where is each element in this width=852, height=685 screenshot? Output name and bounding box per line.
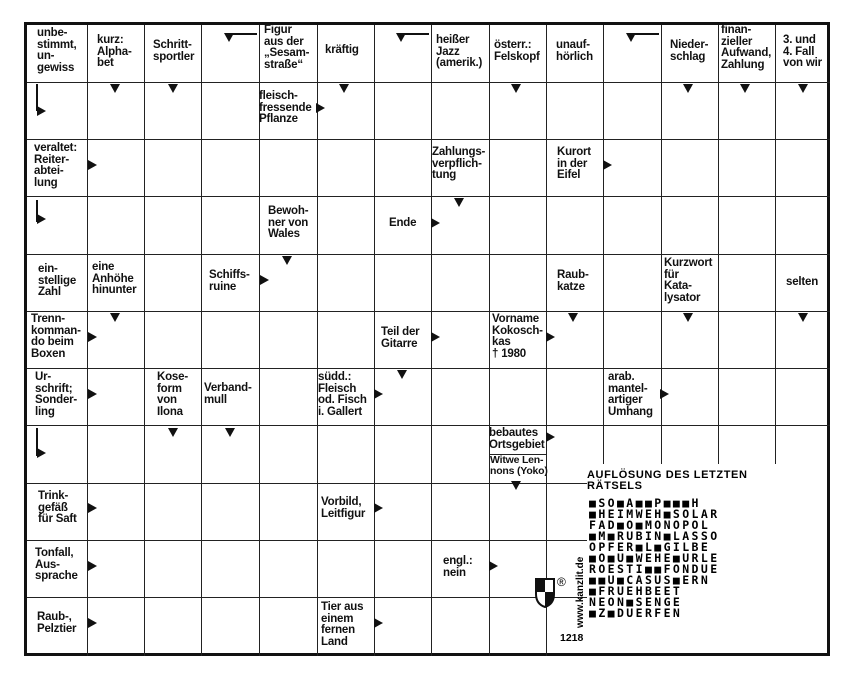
arrow-right-icon <box>374 618 383 628</box>
previous-solution-panel <box>587 464 801 629</box>
clue-cell: Zahlungs- verpflich- tung <box>432 146 486 181</box>
bent-arrow-icon <box>36 200 56 240</box>
solution-row: ■O■U■WEHE■URLE <box>589 551 720 565</box>
clue-cell: unbe- stimmt, un- gewiss <box>37 27 77 74</box>
grid-line <box>27 540 603 541</box>
solution-row: ■Z■DUERFEN <box>589 606 683 620</box>
publisher-logo-icon <box>535 578 555 608</box>
arrow-down-icon <box>683 313 693 322</box>
solution-row: ■SO■A■■P■■■H <box>589 496 701 510</box>
clue-cell: Tonfall, Aus- sprache <box>35 547 78 582</box>
clue-cell: kurz: Alpha- bet <box>97 34 132 69</box>
clue-cell: Kose- form von Ilona <box>157 371 188 418</box>
grid-line <box>775 25 776 465</box>
clue-cell: eine Anhöhe hinunter <box>92 261 137 296</box>
arrow-right-icon <box>431 218 440 228</box>
arrow-down-icon <box>454 198 464 207</box>
arrow-right-icon <box>88 503 97 513</box>
clue-cell: Bewoh- ner von Wales <box>268 205 309 240</box>
grid-line <box>27 82 830 83</box>
arrow-right-icon <box>88 160 97 170</box>
arrow-right-icon <box>316 103 325 113</box>
clue-cell: engl.: nein <box>443 555 473 579</box>
solution-row: ■M■RUBIN■LASSO <box>589 529 720 543</box>
grid-line <box>374 25 375 656</box>
arrow-right-icon <box>260 275 269 285</box>
bent-arrow-icon <box>224 33 260 53</box>
grid-line <box>27 196 830 197</box>
grid-line <box>201 25 202 656</box>
clue-cell: fleisch- fressende Pflanze <box>259 90 312 125</box>
clue-cell: Tier aus einem fernen Land <box>321 601 364 648</box>
arrow-down-icon <box>568 313 578 322</box>
arrow-right-icon <box>603 160 612 170</box>
arrow-down-icon <box>397 370 407 379</box>
grid-line <box>27 311 830 312</box>
arrow-down-icon <box>511 481 521 490</box>
clue-cell: selten <box>786 276 819 288</box>
bent-arrow-icon <box>396 33 432 53</box>
arrow-down-icon <box>225 428 235 437</box>
clue-cell: Ende <box>389 217 417 229</box>
clue-cell: Kurort in der Eifel <box>557 146 591 181</box>
clue-cell: arab. mantel- artiger Umhang <box>608 371 653 418</box>
arrow-right-icon <box>88 561 97 571</box>
solution-row: ■■U■CASUS■ERN <box>589 573 711 587</box>
arrow-right-icon <box>88 332 97 342</box>
arrow-down-icon <box>168 84 178 93</box>
grid-line <box>661 25 662 465</box>
arrow-down-icon <box>110 313 120 322</box>
clue-cell: südd.: Fleisch od. Fisch i. Gallert <box>318 371 367 418</box>
clue-cell: bebautes Ortsgebiet <box>489 427 545 451</box>
clue-cell: Raub-, Pelztier <box>37 611 77 635</box>
clue-cell: Trenn- komman- do beim Boxen <box>31 313 81 360</box>
arrow-down-icon <box>168 428 178 437</box>
bent-arrow-icon <box>626 33 662 53</box>
solution-row: NEON■SENGE <box>589 595 683 609</box>
clue-cell: unauf- hörlich <box>556 39 593 63</box>
arrow-right-icon <box>431 332 440 342</box>
grid-line <box>27 254 830 255</box>
clue-cell: kräftig <box>325 44 359 56</box>
solution-row: ROESTI■■FONDUE <box>589 562 720 576</box>
arrow-down-icon <box>740 84 750 93</box>
arrow-right-icon <box>374 389 383 399</box>
arrow-down-icon <box>798 313 808 322</box>
clue-cell: Schritt- sportler <box>153 39 195 63</box>
arrow-right-icon <box>489 561 498 571</box>
arrow-right-icon <box>660 389 669 399</box>
arrow-right-icon <box>88 618 97 628</box>
grid-line <box>27 139 830 140</box>
arrow-down-icon <box>683 84 693 93</box>
clue-cell: veraltet: Reiter- abtei- lung <box>34 142 77 189</box>
publisher-url: www.kanzlit.de <box>575 556 586 628</box>
clue-cell: ein- stellige Zahl <box>38 263 77 298</box>
arrow-right-icon <box>374 503 383 513</box>
bent-arrow-icon <box>36 428 56 468</box>
puzzle-number: 1218 <box>560 632 584 644</box>
clue-cell: Teil der Gitarre <box>381 326 420 350</box>
grid-line <box>27 425 830 426</box>
arrow-right-icon <box>88 389 97 399</box>
grid-line <box>718 25 719 465</box>
clue-cell: finan- zieller Aufwand, Zahlung <box>721 24 772 71</box>
clue-cell: heißer Jazz (amerik.) <box>436 34 483 69</box>
clue-cell: Schiffs- ruine <box>209 269 250 293</box>
arrow-down-icon <box>282 256 292 265</box>
clue-cell: Kurzwort für Kata- lysator <box>664 257 713 304</box>
grid-line <box>27 368 830 369</box>
grid-line <box>144 25 145 656</box>
grid-line <box>603 25 604 465</box>
clue-cell: Vorbild, Leitfigur <box>321 496 366 520</box>
clue-cell: Ur- schrift; Sonder- ling <box>35 371 78 418</box>
clue-cell: Verband- mull <box>204 382 252 406</box>
grid-line <box>317 25 318 656</box>
clue-cell: Figur aus der „Sesam- straße“ <box>264 24 310 71</box>
clue-cell: Nieder- schlag <box>670 39 709 63</box>
solution-title: AUFLÖSUNG DES LETZTEN RÄTSELS <box>587 469 748 492</box>
arrow-down-icon <box>798 84 808 93</box>
bent-arrow-icon <box>36 84 56 124</box>
clue-cell: Witwe Len- nons (Yoko) <box>490 454 548 477</box>
clue-cell: Vorname Kokosch- kas † 1980 <box>492 313 543 360</box>
grid-line <box>27 597 603 598</box>
arrow-right-icon <box>546 432 555 442</box>
arrow-down-icon <box>339 84 349 93</box>
solution-row: OPFER■L■GILBE <box>589 540 711 554</box>
clue-cell: Raub- katze <box>557 269 589 293</box>
clue-cell: Trink- gefäß für Saft <box>38 490 77 525</box>
arrow-down-icon <box>110 84 120 93</box>
clue-cell: österr.: Felskopf <box>494 39 540 63</box>
registered-mark: ® <box>557 575 566 589</box>
clue-cell: 3. und 4. Fall von wir <box>783 34 822 69</box>
arrow-right-icon <box>546 332 555 342</box>
solution-row: ■HEIMWEH■SOLAR <box>589 507 720 521</box>
solution-row: ■FRUEHBEET <box>589 584 683 598</box>
solution-row: FAD■O■MONOPOL <box>589 518 711 532</box>
arrow-down-icon <box>511 84 521 93</box>
